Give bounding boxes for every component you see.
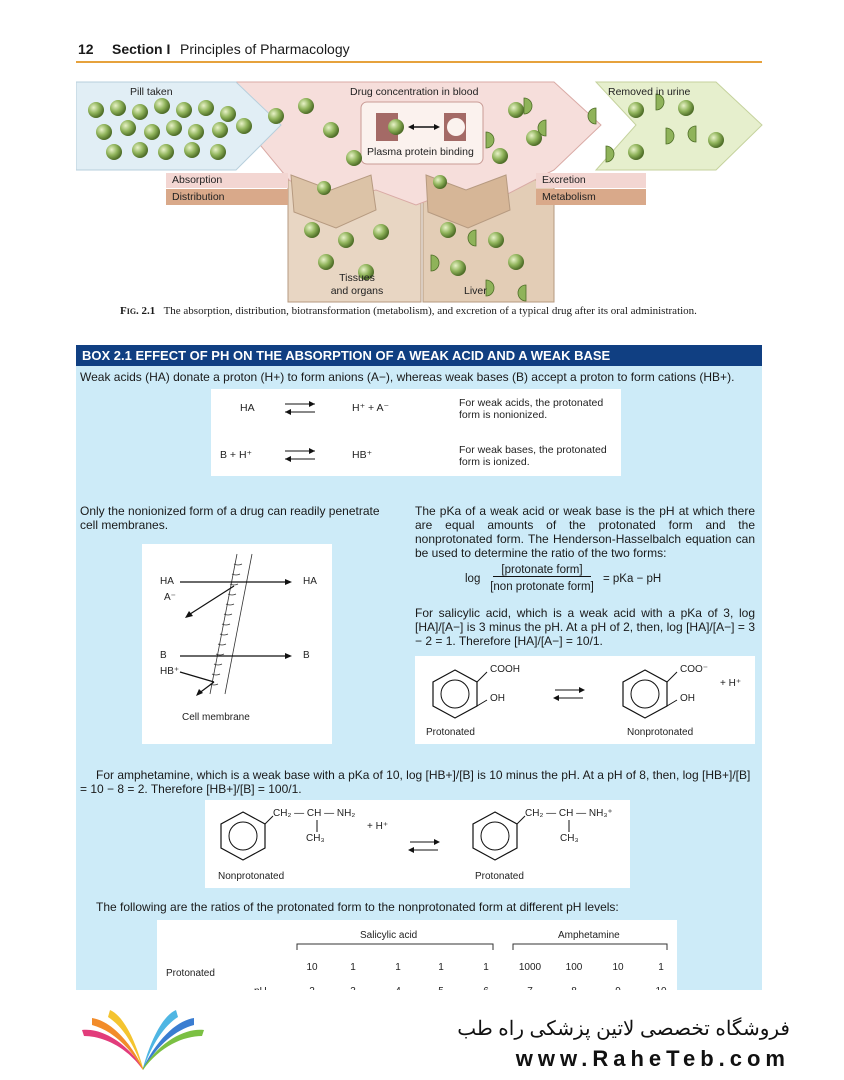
table-protonated-cell: 1000 (518, 962, 542, 973)
amph-protonated: Protonated (475, 871, 524, 882)
hh-denominator: [non protonate form] (490, 581, 594, 593)
eq2-left: B + H⁺ (220, 449, 253, 461)
pka-paragraph: The pKa of a weak acid or weak base is the pH at which there are equal amounts of the protonated form and the nonprotonated form. The Henderson-Hasselbalch equation can be used to determine the ratio of the two forms: (415, 504, 755, 560)
sal-oh: OH (490, 693, 505, 704)
figure-caption-text: The absorption, distribution, biotransformation (metabolism), and excretion of a typical drug after its oral administration. (163, 305, 697, 317)
hh-rhs: = pKa − pH (603, 573, 662, 585)
figure-caption (120, 305, 697, 317)
eq2-right: HB⁺ (352, 449, 373, 461)
header-rule (76, 61, 762, 63)
amph-ch3a: CH₃ (306, 833, 325, 844)
tissues-label-2: and organs (330, 285, 384, 297)
table-protonated-cell: 1 (658, 962, 664, 973)
sal-oh2: OH (680, 693, 695, 704)
membrane-b: B (160, 650, 167, 661)
eq1-arrows (283, 398, 317, 418)
eq2-arrows (283, 445, 317, 465)
page-number: 12 (78, 41, 94, 57)
left-paragraph: Only the nonionized form of a drug can readily penetrate cell membranes. (80, 504, 380, 532)
hh-numerator: [protonate form] (493, 564, 591, 577)
excretion-label: Excretion (542, 174, 586, 186)
distribution-label: Distribution (172, 191, 225, 203)
ratios-intro: The following are the ratios of the protonated form to the nonprotonated form at different pH levels: (96, 900, 619, 914)
henderson-hasselbalch-equation (465, 564, 665, 598)
box-title: BOX 2.1 EFFECT OF PH ON THE ABSORPTION OF A WEAK ACID AND A WEAK BASE (76, 345, 762, 366)
table-protonated-cell: 10 (306, 962, 318, 973)
sal-nonprotonated: Nonprotonated (627, 727, 694, 738)
absorption-label: Absorption (172, 174, 223, 186)
membrane-b-out: B (303, 650, 310, 661)
sal-hplus: + H⁺ (720, 678, 742, 689)
membrane-ha-out: HA (303, 576, 317, 587)
eq1-left: HA (240, 402, 255, 414)
plasma-binding-label: Plasma protein binding (367, 146, 474, 158)
metabolism-label: Metabolism (542, 191, 596, 203)
shop-url: www.RaheTeb.com (515, 1046, 790, 1071)
sal-protonated: Protonated (426, 727, 475, 738)
sal-cooh: COOH (490, 664, 520, 675)
table-protonated-cell: 1 (438, 962, 444, 973)
tissues-label: Tissues (339, 272, 375, 284)
sal-coo: COO⁻ (680, 664, 709, 675)
pill-taken-label: Pill taken (130, 86, 173, 98)
membrane-caption: Cell membrane (182, 712, 250, 723)
amph-ch3b: CH₃ (560, 833, 579, 844)
table-protonated-cell: 100 (565, 962, 583, 973)
amph-chain2: CH₂ — CH — NH₃⁺ (525, 808, 613, 819)
box-intro: Weak acids (HA) donate a proton (H+) to form anions (A−), whereas weak bases (B) accept a proton to form cations (HB+). (80, 370, 735, 384)
eq1-right: H⁺ + A⁻ (352, 402, 390, 414)
header-title: Principles of Pharmacology (180, 41, 350, 57)
eq1-note: For weak acids, the protonated form is nonionized. (459, 397, 604, 421)
membrane-hb: HB⁺ (160, 666, 180, 677)
table-group-amphetamine: Amphetamine (558, 930, 620, 941)
liver-label: Liver (464, 285, 487, 297)
table-protonated-cell: 1 (483, 962, 489, 973)
salicylic-paragraph: For salicylic acid, which is a weak acid with a pKa of 3, log [HA]/[A−] is 3 minus the pH. At a pH of 2, then, log [HA]/[A−] = 3 − 2 = 1. Therefore [HA]/[A−] = 10/1. (415, 606, 755, 648)
table-group-salicylic: Salicylic acid (360, 930, 418, 941)
amph-nonprotonated: Nonprotonated (218, 871, 285, 882)
table-protonated-cell: 10 (612, 962, 624, 973)
table-row-label: Protonated (166, 968, 215, 979)
drug-concentration-label: Drug concentration in blood (350, 86, 479, 98)
shop-name: فروشگاه تخصصی لاتین پزشکی راه طب (457, 1018, 790, 1040)
removed-urine-label: Removed in urine (608, 86, 691, 98)
table-protonated-cell: 1 (350, 962, 356, 973)
amphetamine-paragraph: For amphetamine, which is a weak base with a pKa of 10, log [HB+]/[B] is 10 minus the pH. At a pH of 8, then, log [HB+]/[B] = 10 − 8 = 2. Therefore [HB+]/[B] = 100/1. (80, 768, 751, 796)
amph-chain1: CH₂ — CH — NH₂ (273, 808, 356, 819)
hh-log: log (465, 573, 481, 585)
figure-caption-label: Fig. 2.1 (120, 305, 156, 317)
eq2-note: For weak bases, the protonated form is ionized. (459, 444, 607, 468)
book-logo (78, 1008, 208, 1078)
amph-hplus: + H⁺ (367, 821, 389, 832)
section-label: Section I (112, 41, 171, 57)
membrane-ha: HA (160, 576, 174, 587)
table-brackets (157, 920, 677, 1000)
membrane-a: A⁻ (164, 592, 176, 603)
table-protonated-cell: 1 (395, 962, 401, 973)
